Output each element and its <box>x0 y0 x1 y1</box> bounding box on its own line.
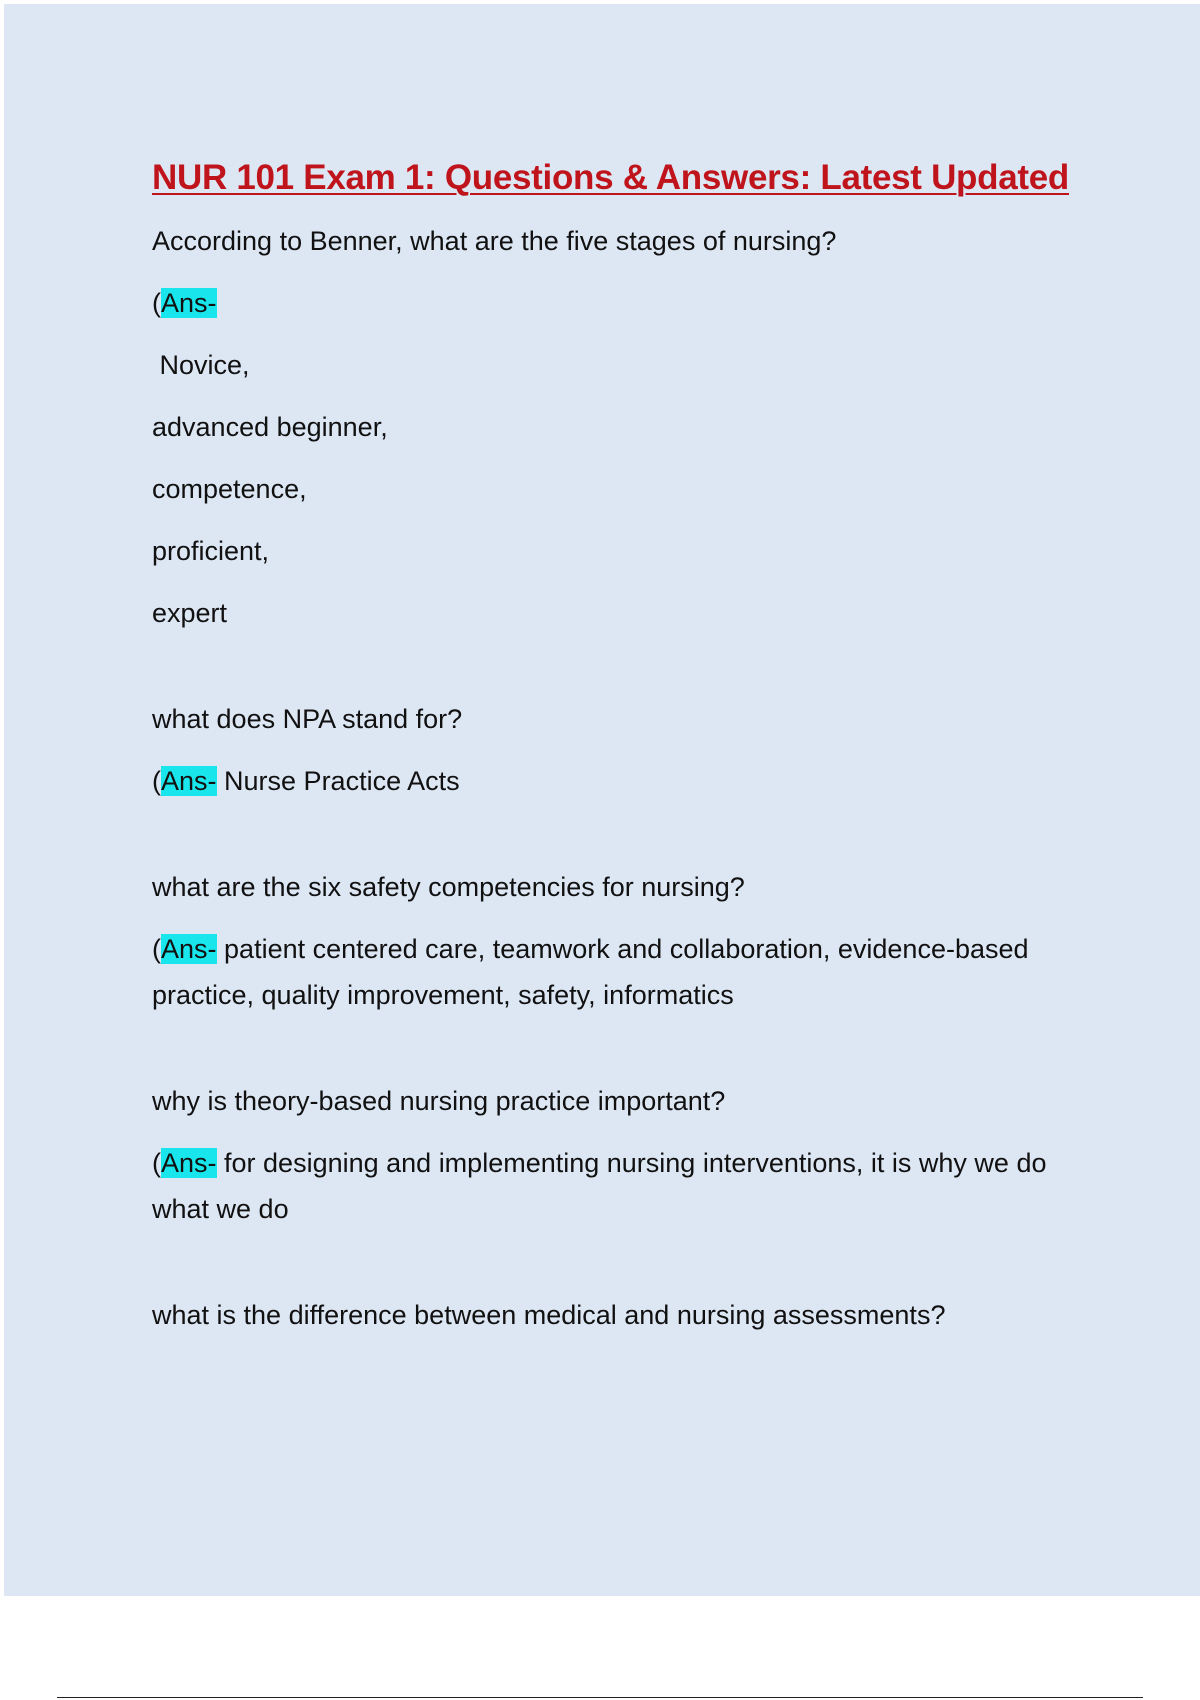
answer-body: for designing and implementing nursing interventions, it is why we do what we do <box>152 1148 1047 1224</box>
open-paren: ( <box>152 766 161 796</box>
document-content <box>152 154 1082 1338</box>
qa-block-2 <box>152 696 1082 804</box>
question-text: According to Benner, what are the five stages of nursing? <box>152 226 837 256</box>
qa-block-4 <box>152 1078 1082 1232</box>
page-divider <box>57 1697 1143 1698</box>
ans-highlight: Ans- <box>161 1148 217 1178</box>
qa-block-3 <box>152 864 1082 1018</box>
open-paren: ( <box>152 934 161 964</box>
answer-body: Nurse Practice Acts <box>216 766 460 796</box>
open-paren: ( <box>152 1148 161 1178</box>
question-text: what are the six safety competencies for nursing? <box>152 872 745 902</box>
answer-label <box>152 280 1082 326</box>
answer-item: advanced beginner, <box>152 412 388 442</box>
answer-item: expert <box>152 598 228 628</box>
question-text: why is theory-based nursing practice important? <box>152 1086 726 1116</box>
answer-item: competence, <box>152 474 307 504</box>
document-page <box>4 4 1200 1596</box>
qa-block-5 <box>152 1292 1082 1338</box>
answer-text <box>152 758 1082 804</box>
open-paren: ( <box>152 288 161 318</box>
answer-item: Novice, <box>152 350 250 380</box>
answer-item: proficient, <box>152 536 270 566</box>
answer-body: patient centered care, teamwork and collaboration, evidence-based practice, quality improvement, safety, informatics <box>152 934 1029 1010</box>
question-text: what is the difference between medical and nursing assessments? <box>152 1300 946 1330</box>
ans-highlight: Ans- <box>161 934 217 964</box>
answer-text <box>152 1140 1082 1232</box>
answer-text <box>152 926 1082 1018</box>
ans-highlight: Ans- <box>161 766 217 796</box>
qa-block-1 <box>152 218 1082 636</box>
ans-highlight: Ans- <box>161 288 217 318</box>
document-title: NUR 101 Exam 1: Questions & Answers: Latest Updated <box>152 158 1069 197</box>
question-text: what does NPA stand for? <box>152 704 463 734</box>
